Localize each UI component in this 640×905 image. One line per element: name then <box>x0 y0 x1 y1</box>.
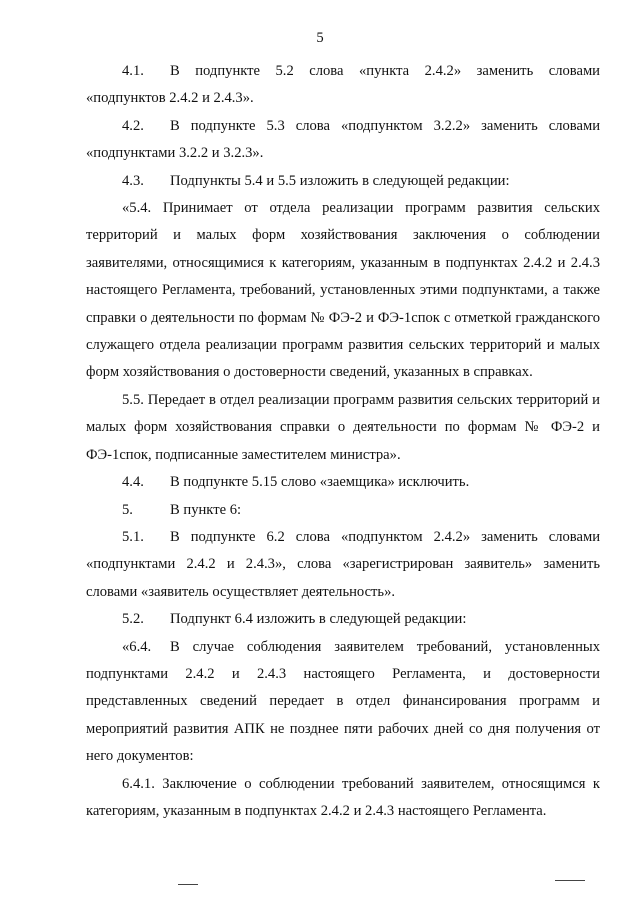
scan-mark <box>178 884 198 885</box>
paragraph-text: В подпункте 5.15 слово «заемщика» исключить. <box>170 474 470 491</box>
paragraph-text: Подпункт 6.4 изложить в следующей редакции: <box>170 611 467 628</box>
paragraph-number: 4.1. <box>122 63 144 79</box>
paragraph-6-4 <box>86 634 600 771</box>
document-body <box>86 58 600 825</box>
paragraph-6-4-1 <box>86 771 600 826</box>
paragraph-text: В подпункте 5.2 слова «пункта 2.4.2» заменить словами «подпунктов 2.4.2 и 2.4.3». <box>86 63 600 107</box>
paragraph-number: 4.2. <box>122 117 144 134</box>
paragraph-text: В подпункте 5.3 слова «подпунктом 3.2.2» заменить словами «подпунктами 3.2.2 и 3.2.3». <box>86 117 600 162</box>
paragraph-number: 4.4. <box>122 474 144 491</box>
paragraph-5-2 <box>86 606 600 633</box>
paragraph-5 <box>86 497 600 524</box>
paragraph-5-5 <box>86 387 600 469</box>
paragraph-5-1 <box>86 524 600 606</box>
paragraph-text: «5.4. Принимает от отдела реализации программ развития сельских территорий и малых форм хозяйствования заключения о соблюдении заявителями, относящимися к категориям, указанным в подпунктах 2.4.2 и 2.4.3 настоящего Регламента, требований, установленных этими подпунктами, а также справки о деятельности по формам № ФЭ-2 и ФЭ-1спок с отметкой гражданского служащего отдела реализации программ развития сельских территорий и малых форм хозяйствования о достоверности сведений, указанных в справках. <box>86 200 600 381</box>
paragraph-number: 5. <box>122 501 133 518</box>
page-number: 5 <box>316 30 324 46</box>
paragraph-4-2 <box>86 113 600 168</box>
paragraph-number: 4.3. <box>122 172 144 189</box>
paragraph-text: В пункте 6: <box>170 501 242 518</box>
scan-mark <box>555 880 585 881</box>
paragraph-4-1 <box>86 58 600 113</box>
paragraph-4-3 <box>86 168 600 195</box>
paragraph-text: В подпункте 6.2 слова «подпунктом 2.4.2» заменить словами «подпунктами 2.4.2 и 2.4.3», слова «зарегистрирован заявитель» заменить словами «заявитель осуществляет деятельность». <box>86 528 600 600</box>
paragraph-4-4 <box>86 469 600 496</box>
paragraph-number: 5.2. <box>122 611 144 628</box>
paragraph-number: 5.1. <box>122 528 144 545</box>
paragraph-number: «6.4. <box>122 638 152 655</box>
paragraph-text: 5.5. Передает в отдел реализации программ развития сельских территорий и малых форм хозяйствования справки о деятельности по формам № ФЭ-2 и ФЭ-1спок, подписанные заместителем министра». <box>86 391 600 463</box>
paragraph-5-4 <box>86 195 600 387</box>
paragraph-text: 6.4.1. Заключение о соблюдении требований заявителем, относящимся к категориям, указанным в подпунктах 2.4.2 и 2.4.3 настоящего Регламента. <box>86 775 600 819</box>
paragraph-text: В случае соблюдения заявителем требований, установленных подпунктами 2.4.2 и 2.4.3 настоящего Регламента, и достоверности представленных сведений передает в отдел финансирования программ и мероприятий развития АПК не позднее пяти рабочих дней со дня получения от него документов: <box>86 638 600 765</box>
paragraph-text: Подпункты 5.4 и 5.5 изложить в следующей редакции: <box>170 172 510 189</box>
